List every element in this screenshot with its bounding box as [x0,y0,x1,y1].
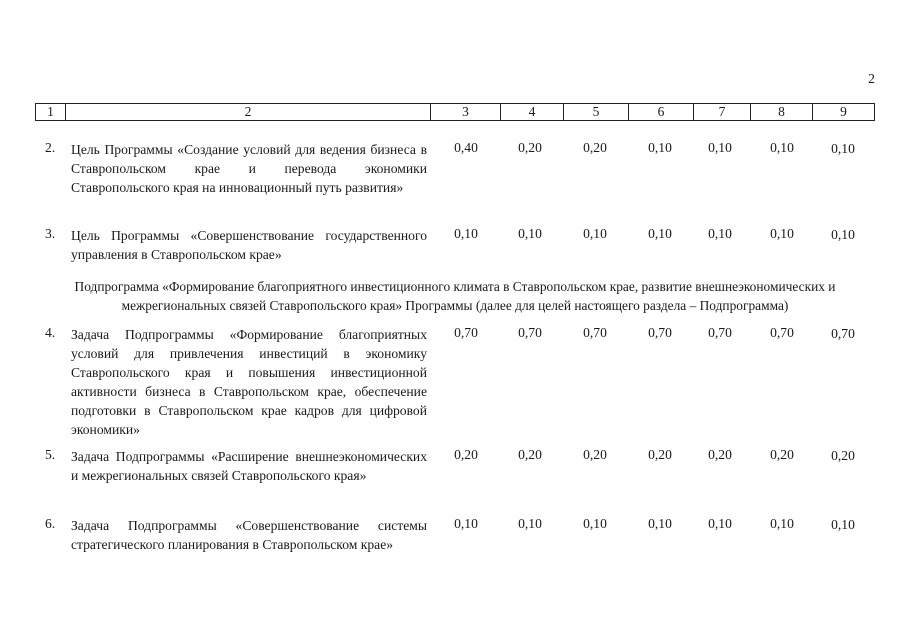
header-col-3: 3 [431,104,501,121]
header-col-5: 5 [564,104,629,121]
row-value-col-6: 0,20 [648,447,672,462]
row-value-col-4: 0,10 [518,226,542,241]
row-description: Задача Подпрограммы «Формирование благоприятных условий для привлечения инвестиций в экономику Ставропольского края и повышения инвестиционной активности бизнеса в Ставропольском крае, обеспечение подготовки в Ставропольском крае кадров для цифровой экономики» [71,327,427,437]
row-value-col-8: 0,70 [770,325,794,340]
row-value-col-7: 0,10 [708,226,732,241]
row-value-col-9: 0,10 [831,227,855,242]
header-col-8: 8 [751,104,813,121]
row-value-col-4: 0,20 [518,140,542,155]
row-value-col-4: 0,20 [518,447,542,462]
row-value-col-5: 0,70 [583,325,607,340]
row-value-col-8: 0,10 [770,516,794,531]
row-value-col-8: 0,10 [770,226,794,241]
header-col-2: 2 [66,104,431,121]
row-value-col-9: 0,70 [831,326,855,341]
row-value-col-5: 0,10 [583,516,607,531]
row-value-col-3: 0,20 [454,447,478,462]
row-number: 2. [45,140,56,155]
row-value-col-7: 0,70 [708,325,732,340]
row-value-col-7: 0,10 [708,516,732,531]
row-value-col-5: 0,20 [583,447,607,462]
row-value-col-6: 0,10 [648,516,672,531]
column-number-header [35,103,875,121]
row-value-col-9: 0,10 [831,517,855,532]
header-col-1: 1 [36,104,66,121]
row-value-col-9: 0,20 [831,448,855,463]
row-description: Задача Подпрограммы «Расширение внешнеэкономических и межрегиональных связей Ставропольского края» [71,449,427,483]
page-number: 2 [868,72,875,87]
row-value-col-6: 0,70 [648,325,672,340]
row-value-col-6: 0,10 [648,140,672,155]
subprogram-heading: Подпрограмма «Формирование благоприятного инвестиционного климата в Ставропольском крае, развитие внешнеэкономических и межрегиональных связей Ставропольского края» Программы (далее для целей настоящего раздела – Подпрограмма) [74,279,836,313]
row-value-col-9: 0,10 [831,141,855,156]
row-number: 3. [45,226,56,241]
row-number: 5. [45,447,56,462]
row-number: 6. [45,516,56,531]
row-value-col-5: 0,20 [583,140,607,155]
header-col-6: 6 [629,104,694,121]
row-value-col-5: 0,10 [583,226,607,241]
row-description: Цель Программы «Совершенствование государственного управления в Ставропольском крае» [71,228,427,262]
row-value-col-3: 0,10 [454,226,478,241]
row-value-col-3: 0,10 [454,516,478,531]
header-col-4: 4 [501,104,564,121]
header-col-7: 7 [694,104,751,121]
row-number: 4. [45,325,56,340]
row-description: Цель Программы «Создание условий для ведения бизнеса в Ставропольском крае и перевода экономики Ставропольского края на инновационный путь развития» [71,142,427,195]
row-value-col-3: 0,70 [454,325,478,340]
row-description: Задача Подпрограммы «Совершенствование системы стратегического планирования в Ставропольском крае» [71,518,427,552]
row-value-col-4: 0,70 [518,325,542,340]
header-col-9: 9 [813,104,875,121]
row-value-col-7: 0,10 [708,140,732,155]
row-value-col-7: 0,20 [708,447,732,462]
row-value-col-3: 0,40 [454,140,478,155]
row-value-col-8: 0,10 [770,140,794,155]
row-value-col-8: 0,20 [770,447,794,462]
row-value-col-4: 0,10 [518,516,542,531]
row-value-col-6: 0,10 [648,226,672,241]
